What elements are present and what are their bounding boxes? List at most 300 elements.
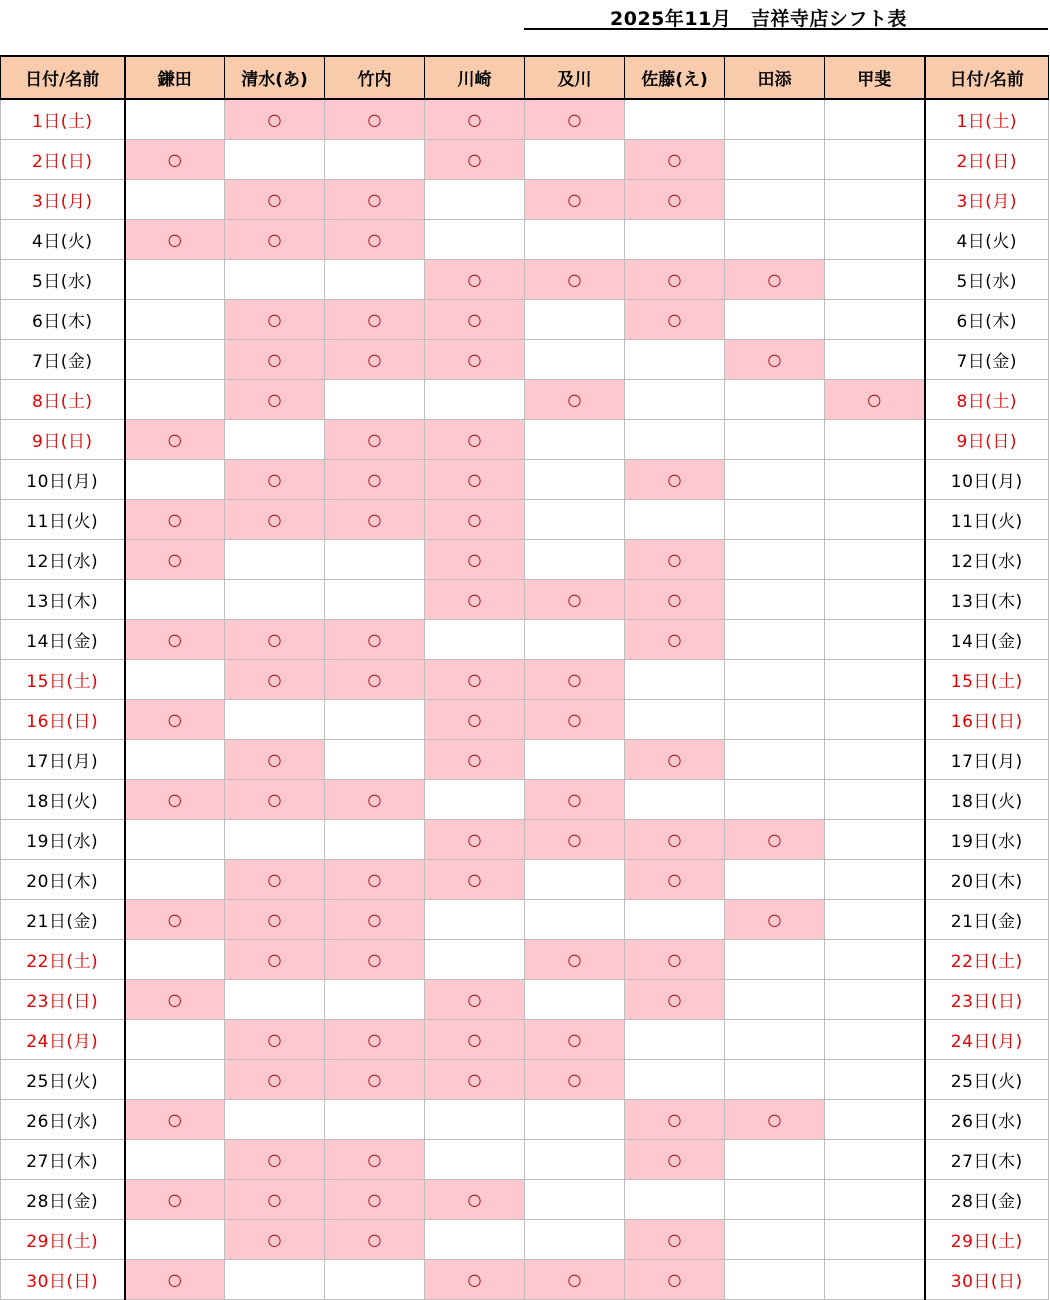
date-cell-left[interactable]: 25日(火) — [1, 1060, 125, 1100]
shift-cell[interactable]: ○ — [325, 340, 425, 380]
shift-cell[interactable] — [525, 220, 625, 260]
shift-cell[interactable]: ○ — [125, 1180, 225, 1220]
shift-cell[interactable] — [825, 660, 925, 700]
shift-cell[interactable] — [825, 500, 925, 540]
shift-cell[interactable]: ○ — [325, 500, 425, 540]
shift-cell[interactable]: ○ — [425, 1020, 525, 1060]
shift-cell[interactable] — [225, 540, 325, 580]
shift-cell[interactable] — [525, 540, 625, 580]
shift-cell[interactable] — [725, 140, 825, 180]
shift-cell[interactable] — [825, 1220, 925, 1260]
shift-cell[interactable] — [625, 700, 725, 740]
date-cell-right[interactable]: 5日(水) — [925, 260, 1049, 300]
shift-cell[interactable] — [125, 660, 225, 700]
shift-cell[interactable] — [125, 1220, 225, 1260]
date-cell-left[interactable]: 17日(月) — [1, 740, 125, 780]
shift-cell[interactable] — [125, 860, 225, 900]
shift-cell[interactable] — [525, 620, 625, 660]
shift-cell[interactable] — [525, 1180, 625, 1220]
date-cell-left[interactable]: 28日(金) — [1, 1180, 125, 1220]
shift-cell[interactable]: ○ — [225, 300, 325, 340]
shift-cell[interactable] — [525, 500, 625, 540]
shift-cell[interactable]: ○ — [325, 300, 425, 340]
shift-cell[interactable] — [625, 420, 725, 460]
shift-cell[interactable] — [425, 1100, 525, 1140]
shift-cell[interactable] — [725, 620, 825, 660]
shift-cell[interactable]: ○ — [125, 1260, 225, 1300]
date-cell-right[interactable]: 18日(火) — [925, 780, 1049, 820]
shift-cell[interactable]: ○ — [225, 940, 325, 980]
shift-cell[interactable] — [825, 1180, 925, 1220]
shift-cell[interactable] — [425, 940, 525, 980]
shift-cell[interactable] — [425, 780, 525, 820]
date-cell-right[interactable]: 27日(木) — [925, 1140, 1049, 1180]
shift-cell[interactable]: ○ — [225, 780, 325, 820]
date-cell-left[interactable]: 14日(金) — [1, 620, 125, 660]
shift-cell[interactable]: ○ — [425, 1180, 525, 1220]
date-cell-right[interactable]: 9日(日) — [925, 420, 1049, 460]
shift-cell[interactable] — [125, 340, 225, 380]
shift-cell[interactable]: ○ — [625, 1140, 725, 1180]
date-name-header-right[interactable]: 日付/名前 — [925, 56, 1049, 99]
shift-cell[interactable] — [425, 380, 525, 420]
shift-cell[interactable] — [725, 1180, 825, 1220]
shift-cell[interactable]: ○ — [425, 99, 525, 140]
shift-cell[interactable] — [725, 740, 825, 780]
date-cell-right[interactable]: 2日(日) — [925, 140, 1049, 180]
shift-cell[interactable] — [225, 1100, 325, 1140]
shift-cell[interactable]: ○ — [625, 540, 725, 580]
date-cell-right[interactable]: 22日(土) — [925, 940, 1049, 980]
shift-cell[interactable]: ○ — [225, 740, 325, 780]
shift-cell[interactable]: ○ — [625, 300, 725, 340]
shift-cell[interactable] — [525, 980, 625, 1020]
shift-cell[interactable] — [125, 820, 225, 860]
shift-cell[interactable] — [725, 99, 825, 140]
date-cell-right[interactable]: 15日(土) — [925, 660, 1049, 700]
shift-cell[interactable]: ○ — [625, 260, 725, 300]
shift-cell[interactable] — [825, 220, 925, 260]
shift-cell[interactable] — [725, 460, 825, 500]
shift-cell[interactable] — [625, 1020, 725, 1060]
shift-cell[interactable] — [825, 1020, 925, 1060]
date-cell-left[interactable]: 26日(水) — [1, 1100, 125, 1140]
shift-cell[interactable] — [625, 900, 725, 940]
shift-cell[interactable]: ○ — [525, 780, 625, 820]
date-cell-left[interactable]: 23日(日) — [1, 980, 125, 1020]
shift-cell[interactable] — [225, 580, 325, 620]
shift-cell[interactable] — [825, 540, 925, 580]
shift-cell[interactable]: ○ — [725, 260, 825, 300]
shift-cell[interactable] — [425, 900, 525, 940]
shift-cell[interactable] — [125, 1060, 225, 1100]
shift-cell[interactable]: ○ — [625, 740, 725, 780]
shift-cell[interactable] — [725, 660, 825, 700]
shift-cell[interactable] — [425, 620, 525, 660]
shift-cell[interactable]: ○ — [625, 180, 725, 220]
shift-cell[interactable]: ○ — [125, 420, 225, 460]
date-cell-right[interactable]: 20日(木) — [925, 860, 1049, 900]
shift-cell[interactable] — [825, 860, 925, 900]
date-cell-right[interactable]: 17日(月) — [925, 740, 1049, 780]
date-cell-left[interactable]: 29日(土) — [1, 1220, 125, 1260]
shift-cell[interactable]: ○ — [425, 700, 525, 740]
shift-cell[interactable] — [725, 540, 825, 580]
date-cell-left[interactable]: 4日(火) — [1, 220, 125, 260]
shift-cell[interactable]: ○ — [525, 700, 625, 740]
shift-cell[interactable] — [225, 1260, 325, 1300]
date-cell-left[interactable]: 10日(月) — [1, 460, 125, 500]
date-cell-right[interactable]: 25日(火) — [925, 1060, 1049, 1100]
date-cell-left[interactable]: 19日(水) — [1, 820, 125, 860]
shift-cell[interactable] — [125, 99, 225, 140]
shift-cell[interactable]: ○ — [225, 180, 325, 220]
shift-cell[interactable] — [825, 740, 925, 780]
shift-cell[interactable] — [425, 180, 525, 220]
shift-cell[interactable]: ○ — [425, 460, 525, 500]
date-cell-right[interactable]: 29日(土) — [925, 1220, 1049, 1260]
shift-cell[interactable] — [825, 420, 925, 460]
shift-cell[interactable]: ○ — [325, 460, 425, 500]
date-cell-right[interactable]: 3日(月) — [925, 180, 1049, 220]
shift-cell[interactable]: ○ — [725, 900, 825, 940]
shift-cell[interactable]: ○ — [525, 260, 625, 300]
shift-cell[interactable]: ○ — [125, 980, 225, 1020]
shift-cell[interactable] — [525, 740, 625, 780]
shift-cell[interactable] — [825, 580, 925, 620]
shift-cell[interactable] — [625, 1060, 725, 1100]
shift-cell[interactable] — [625, 340, 725, 380]
shift-cell[interactable] — [225, 260, 325, 300]
shift-cell[interactable] — [625, 1180, 725, 1220]
shift-cell[interactable] — [225, 420, 325, 460]
date-cell-left[interactable]: 18日(火) — [1, 780, 125, 820]
shift-cell[interactable]: ○ — [425, 980, 525, 1020]
shift-cell[interactable]: ○ — [625, 1260, 725, 1300]
shift-cell[interactable]: ○ — [125, 1100, 225, 1140]
date-cell-right[interactable]: 11日(火) — [925, 500, 1049, 540]
date-cell-right[interactable]: 13日(木) — [925, 580, 1049, 620]
staff-header[interactable]: 清水(あ) — [225, 56, 325, 99]
shift-cell[interactable]: ○ — [225, 340, 325, 380]
shift-cell[interactable]: ○ — [625, 820, 725, 860]
shift-cell[interactable]: ○ — [125, 620, 225, 660]
date-cell-right[interactable]: 21日(金) — [925, 900, 1049, 940]
shift-cell[interactable] — [825, 700, 925, 740]
date-cell-left[interactable]: 11日(火) — [1, 500, 125, 540]
staff-header[interactable]: 甲斐 — [825, 56, 925, 99]
shift-cell[interactable]: ○ — [425, 420, 525, 460]
shift-cell[interactable]: ○ — [625, 140, 725, 180]
date-cell-left[interactable]: 13日(木) — [1, 580, 125, 620]
date-cell-right[interactable]: 14日(金) — [925, 620, 1049, 660]
date-cell-right[interactable]: 6日(木) — [925, 300, 1049, 340]
date-cell-right[interactable]: 8日(土) — [925, 380, 1049, 420]
date-cell-right[interactable]: 7日(金) — [925, 340, 1049, 380]
shift-cell[interactable] — [825, 260, 925, 300]
date-cell-right[interactable]: 24日(月) — [925, 1020, 1049, 1060]
shift-cell[interactable] — [225, 140, 325, 180]
shift-cell[interactable]: ○ — [225, 99, 325, 140]
shift-cell[interactable] — [725, 1140, 825, 1180]
shift-cell[interactable] — [525, 1140, 625, 1180]
shift-cell[interactable] — [825, 980, 925, 1020]
shift-cell[interactable] — [725, 220, 825, 260]
shift-cell[interactable] — [725, 780, 825, 820]
shift-cell[interactable] — [125, 380, 225, 420]
shift-cell[interactable] — [825, 900, 925, 940]
shift-cell[interactable]: ○ — [125, 700, 225, 740]
shift-cell[interactable] — [625, 780, 725, 820]
shift-cell[interactable]: ○ — [625, 460, 725, 500]
shift-cell[interactable]: ○ — [325, 780, 425, 820]
date-cell-left[interactable]: 8日(土) — [1, 380, 125, 420]
shift-cell[interactable]: ○ — [525, 1020, 625, 1060]
shift-cell[interactable]: ○ — [325, 860, 425, 900]
shift-cell[interactable]: ○ — [225, 220, 325, 260]
shift-cell[interactable] — [725, 180, 825, 220]
shift-cell[interactable] — [825, 300, 925, 340]
shift-cell[interactable]: ○ — [525, 580, 625, 620]
shift-cell[interactable] — [825, 820, 925, 860]
shift-cell[interactable] — [725, 300, 825, 340]
shift-cell[interactable]: ○ — [225, 380, 325, 420]
shift-cell[interactable] — [825, 340, 925, 380]
shift-cell[interactable]: ○ — [525, 820, 625, 860]
date-cell-left[interactable]: 9日(日) — [1, 420, 125, 460]
shift-cell[interactable]: ○ — [325, 1140, 425, 1180]
date-cell-left[interactable]: 1日(土) — [1, 99, 125, 140]
date-cell-left[interactable]: 21日(金) — [1, 900, 125, 940]
date-cell-left[interactable]: 2日(日) — [1, 140, 125, 180]
shift-cell[interactable] — [125, 1140, 225, 1180]
shift-cell[interactable] — [825, 180, 925, 220]
shift-cell[interactable]: ○ — [625, 940, 725, 980]
staff-header[interactable]: 田添 — [725, 56, 825, 99]
shift-cell[interactable]: ○ — [325, 940, 425, 980]
date-cell-left[interactable]: 3日(月) — [1, 180, 125, 220]
shift-cell[interactable]: ○ — [425, 340, 525, 380]
shift-cell[interactable] — [325, 740, 425, 780]
shift-cell[interactable]: ○ — [125, 540, 225, 580]
shift-cell[interactable]: ○ — [625, 980, 725, 1020]
shift-cell[interactable]: ○ — [325, 1060, 425, 1100]
date-cell-right[interactable]: 19日(水) — [925, 820, 1049, 860]
shift-cell[interactable] — [625, 660, 725, 700]
shift-cell[interactable] — [125, 1020, 225, 1060]
shift-cell[interactable]: ○ — [225, 1180, 325, 1220]
shift-cell[interactable]: ○ — [725, 820, 825, 860]
shift-cell[interactable]: ○ — [325, 420, 425, 460]
shift-cell[interactable]: ○ — [125, 500, 225, 540]
shift-cell[interactable] — [725, 1060, 825, 1100]
shift-cell[interactable] — [825, 1060, 925, 1100]
shift-cell[interactable] — [825, 460, 925, 500]
shift-cell[interactable] — [825, 1260, 925, 1300]
shift-cell[interactable]: ○ — [125, 140, 225, 180]
shift-cell[interactable]: ○ — [225, 1220, 325, 1260]
shift-cell[interactable]: ○ — [225, 460, 325, 500]
shift-cell[interactable]: ○ — [725, 340, 825, 380]
shift-cell[interactable] — [625, 500, 725, 540]
shift-cell[interactable]: ○ — [425, 540, 525, 580]
shift-cell[interactable]: ○ — [625, 620, 725, 660]
shift-cell[interactable] — [125, 260, 225, 300]
shift-cell[interactable]: ○ — [525, 180, 625, 220]
shift-cell[interactable] — [125, 580, 225, 620]
staff-header[interactable]: 竹内 — [325, 56, 425, 99]
shift-cell[interactable] — [325, 980, 425, 1020]
shift-cell[interactable] — [525, 1220, 625, 1260]
shift-cell[interactable]: ○ — [425, 820, 525, 860]
shift-cell[interactable] — [725, 700, 825, 740]
shift-cell[interactable]: ○ — [425, 300, 525, 340]
shift-cell[interactable] — [125, 180, 225, 220]
shift-cell[interactable] — [325, 820, 425, 860]
shift-cell[interactable]: ○ — [325, 220, 425, 260]
shift-cell[interactable] — [825, 620, 925, 660]
shift-cell[interactable]: ○ — [225, 500, 325, 540]
date-name-header-left[interactable]: 日付/名前 — [1, 56, 125, 99]
date-cell-left[interactable]: 20日(木) — [1, 860, 125, 900]
shift-cell[interactable]: ○ — [425, 860, 525, 900]
shift-cell[interactable]: ○ — [725, 1100, 825, 1140]
shift-cell[interactable]: ○ — [425, 580, 525, 620]
shift-cell[interactable] — [825, 99, 925, 140]
shift-cell[interactable] — [325, 140, 425, 180]
shift-cell[interactable] — [325, 1100, 425, 1140]
shift-cell[interactable]: ○ — [525, 1060, 625, 1100]
shift-cell[interactable]: ○ — [425, 260, 525, 300]
date-cell-left[interactable]: 24日(月) — [1, 1020, 125, 1060]
shift-cell[interactable]: ○ — [325, 620, 425, 660]
shift-cell[interactable] — [125, 300, 225, 340]
shift-cell[interactable]: ○ — [325, 900, 425, 940]
date-cell-left[interactable]: 7日(金) — [1, 340, 125, 380]
shift-cell[interactable]: ○ — [225, 660, 325, 700]
shift-cell[interactable] — [525, 340, 625, 380]
shift-cell[interactable] — [325, 540, 425, 580]
shift-cell[interactable] — [725, 860, 825, 900]
shift-cell[interactable] — [425, 1140, 525, 1180]
shift-cell[interactable]: ○ — [425, 660, 525, 700]
shift-cell[interactable] — [725, 980, 825, 1020]
shift-cell[interactable] — [325, 580, 425, 620]
shift-cell[interactable]: ○ — [525, 660, 625, 700]
shift-cell[interactable] — [725, 940, 825, 980]
shift-cell[interactable] — [125, 460, 225, 500]
shift-cell[interactable]: ○ — [525, 380, 625, 420]
shift-cell[interactable]: ○ — [325, 1020, 425, 1060]
shift-cell[interactable] — [525, 460, 625, 500]
shift-cell[interactable] — [725, 1020, 825, 1060]
shift-cell[interactable] — [825, 1100, 925, 1140]
shift-cell[interactable] — [725, 380, 825, 420]
shift-cell[interactable]: ○ — [325, 180, 425, 220]
staff-header[interactable]: 及川 — [525, 56, 625, 99]
shift-cell[interactable] — [525, 300, 625, 340]
shift-cell[interactable]: ○ — [225, 1020, 325, 1060]
date-cell-left[interactable]: 27日(木) — [1, 1140, 125, 1180]
date-cell-left[interactable]: 22日(土) — [1, 940, 125, 980]
shift-cell[interactable]: ○ — [225, 900, 325, 940]
shift-cell[interactable] — [725, 580, 825, 620]
shift-cell[interactable]: ○ — [625, 1100, 725, 1140]
shift-cell[interactable]: ○ — [425, 140, 525, 180]
shift-cell[interactable] — [625, 220, 725, 260]
shift-cell[interactable] — [725, 500, 825, 540]
shift-cell[interactable] — [625, 99, 725, 140]
shift-cell[interactable]: ○ — [325, 1220, 425, 1260]
shift-cell[interactable] — [525, 1100, 625, 1140]
shift-cell[interactable]: ○ — [225, 1060, 325, 1100]
shift-cell[interactable]: ○ — [625, 860, 725, 900]
shift-cell[interactable] — [225, 980, 325, 1020]
date-cell-right[interactable]: 10日(月) — [925, 460, 1049, 500]
shift-cell[interactable] — [525, 860, 625, 900]
shift-cell[interactable] — [525, 420, 625, 460]
date-cell-right[interactable]: 12日(水) — [925, 540, 1049, 580]
shift-cell[interactable] — [325, 380, 425, 420]
shift-cell[interactable]: ○ — [125, 780, 225, 820]
shift-cell[interactable]: ○ — [625, 580, 725, 620]
date-cell-right[interactable]: 16日(日) — [925, 700, 1049, 740]
shift-cell[interactable] — [125, 740, 225, 780]
shift-cell[interactable] — [725, 1220, 825, 1260]
date-cell-left[interactable]: 30日(日) — [1, 1260, 125, 1300]
shift-cell[interactable] — [325, 700, 425, 740]
shift-cell[interactable] — [425, 220, 525, 260]
date-cell-left[interactable]: 6日(木) — [1, 300, 125, 340]
shift-cell[interactable] — [525, 900, 625, 940]
shift-cell[interactable]: ○ — [625, 1220, 725, 1260]
shift-cell[interactable] — [325, 260, 425, 300]
shift-cell[interactable]: ○ — [425, 500, 525, 540]
date-cell-right[interactable]: 23日(日) — [925, 980, 1049, 1020]
shift-cell[interactable] — [825, 780, 925, 820]
shift-cell[interactable] — [625, 380, 725, 420]
shift-cell[interactable]: ○ — [525, 940, 625, 980]
date-cell-left[interactable]: 16日(日) — [1, 700, 125, 740]
shift-cell[interactable] — [825, 1140, 925, 1180]
date-cell-left[interactable]: 5日(水) — [1, 260, 125, 300]
date-cell-left[interactable]: 15日(土) — [1, 660, 125, 700]
shift-cell[interactable]: ○ — [125, 220, 225, 260]
date-cell-right[interactable]: 30日(日) — [925, 1260, 1049, 1300]
shift-cell[interactable]: ○ — [425, 1060, 525, 1100]
shift-cell[interactable] — [325, 1260, 425, 1300]
shift-cell[interactable] — [125, 940, 225, 980]
shift-cell[interactable]: ○ — [325, 99, 425, 140]
shift-cell[interactable] — [825, 140, 925, 180]
shift-cell[interactable]: ○ — [825, 380, 925, 420]
shift-cell[interactable] — [225, 820, 325, 860]
shift-cell[interactable]: ○ — [125, 900, 225, 940]
staff-header[interactable]: 佐藤(え) — [625, 56, 725, 99]
shift-cell[interactable]: ○ — [325, 660, 425, 700]
shift-cell[interactable]: ○ — [425, 1260, 525, 1300]
shift-cell[interactable]: ○ — [525, 1260, 625, 1300]
shift-cell[interactable] — [725, 420, 825, 460]
shift-cell[interactable]: ○ — [325, 1180, 425, 1220]
shift-cell[interactable]: ○ — [225, 860, 325, 900]
shift-cell[interactable] — [525, 140, 625, 180]
date-cell-right[interactable]: 4日(火) — [925, 220, 1049, 260]
staff-header[interactable]: 鎌田 — [125, 56, 225, 99]
shift-cell[interactable]: ○ — [425, 740, 525, 780]
shift-cell[interactable]: ○ — [525, 99, 625, 140]
date-cell-right[interactable]: 28日(金) — [925, 1180, 1049, 1220]
